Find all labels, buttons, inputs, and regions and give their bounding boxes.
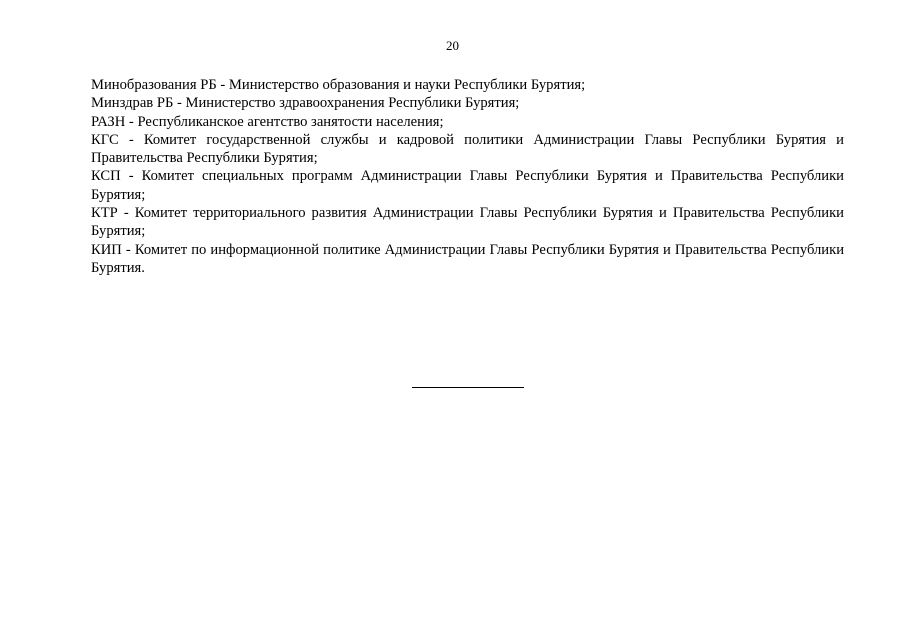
abbreviation-term: РАЗН bbox=[91, 113, 126, 130]
abbreviation-term: КГС bbox=[91, 131, 119, 148]
abbreviation-definition: Комитет по информационной политике Администрации Главы Республики Бурятия и Правительства Республики Бурятия. bbox=[91, 241, 844, 276]
abbreviation-item-ktr bbox=[91, 204, 844, 241]
abbreviation-item-ksp bbox=[91, 167, 844, 204]
abbreviation-item-minobrazovaniya bbox=[91, 76, 844, 94]
abbreviation-term: КТР bbox=[91, 205, 118, 222]
abbreviation-item-razn bbox=[91, 113, 844, 131]
abbreviation-item-kip bbox=[91, 241, 844, 278]
abbreviation-definition: Комитет государственной службы и кадровой политики Администрации Главы Республики Бурятия и Правительства Республики Бурятия; bbox=[91, 131, 844, 167]
abbreviation-separator: - bbox=[125, 113, 138, 130]
abbreviation-separator: - bbox=[173, 95, 186, 112]
abbreviation-term: Минобразования РБ bbox=[91, 77, 217, 93]
end-of-document-rule bbox=[412, 387, 524, 388]
abbreviation-separator: - bbox=[216, 77, 229, 93]
abbreviation-term: КИП bbox=[91, 241, 122, 258]
abbreviation-item-kgs bbox=[91, 131, 844, 168]
abbreviation-term: Минздрав РБ bbox=[91, 95, 174, 112]
abbreviation-separator: - bbox=[118, 131, 144, 148]
abbreviation-item-minzdrav bbox=[91, 94, 844, 112]
abbreviation-separator: - bbox=[117, 205, 135, 222]
abbreviation-definition: Министерство образования и науки Республики Бурятия; bbox=[228, 77, 586, 93]
page-number: 20 bbox=[446, 38, 459, 53]
abbreviation-definition: Министерство здравоохранения Республики Бурятия; bbox=[185, 95, 520, 112]
abbreviation-list bbox=[91, 76, 844, 277]
abbreviation-separator: - bbox=[120, 168, 142, 185]
abbreviation-separator: - bbox=[121, 241, 135, 258]
abbreviation-definition: Комитет специальных программ Администрации Главы Республики Бурятия и Правительства Республики Бурятия; bbox=[91, 168, 844, 203]
abbreviation-definition: Комитет территориального развития Администрации Главы Республики Бурятия и Правительства Республики Бурятия; bbox=[91, 205, 844, 240]
abbreviation-definition: Республиканское агентство занятости населения; bbox=[137, 113, 444, 130]
abbreviation-term: КСП bbox=[91, 168, 121, 185]
